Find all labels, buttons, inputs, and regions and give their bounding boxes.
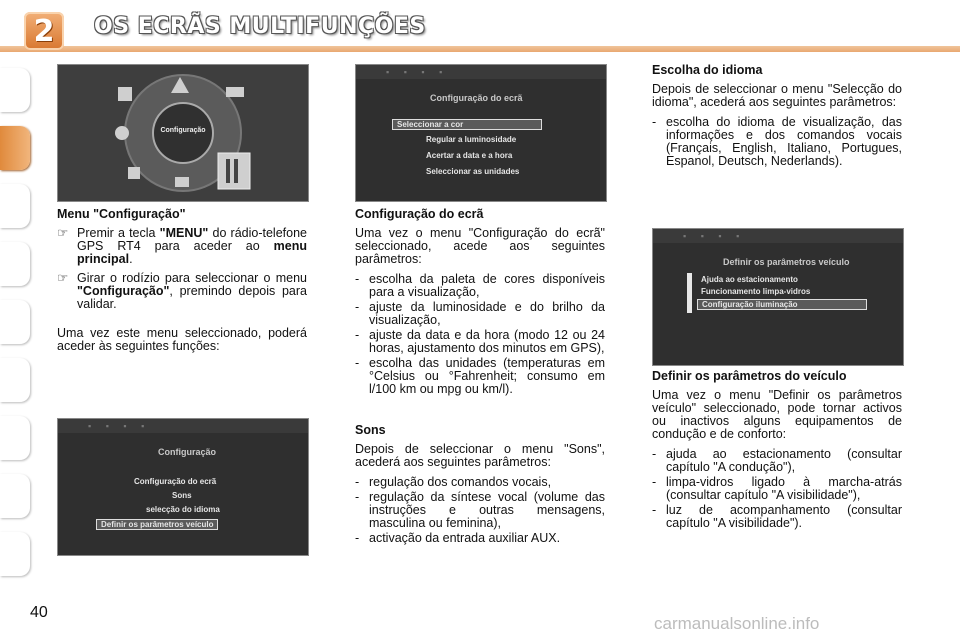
side-tab	[0, 358, 30, 402]
instruction-item	[57, 227, 307, 266]
side-tab-active	[0, 126, 30, 170]
vehicle-params-item-selected: Configuração iluminação	[697, 299, 867, 310]
language-intro: Depois de seleccionar o menu "Selecção do idioma", acederá aos seguintes parâmetros:	[652, 82, 902, 109]
column-1	[57, 208, 307, 360]
list-item: - regulação da síntese vocal (volume das instruções e outras mensagens, masculina ou feminina),	[355, 490, 605, 530]
column-3-lower	[652, 370, 902, 538]
vehicle-params-screenshot	[652, 228, 904, 366]
side-tabs	[0, 60, 36, 580]
screen-config-intro: Uma vez o menu "Configuração do ecrã" seleccionado, acede aos seguintes parâmetros:	[355, 226, 605, 266]
side-tab	[0, 532, 30, 576]
language-heading: Escolha do idioma	[652, 63, 763, 77]
vehicle-params-title: Definir os parâmetros veículo	[723, 257, 850, 267]
pointing-hand-icon: ☞	[57, 271, 69, 285]
side-tab	[0, 474, 30, 518]
menu-principal-label: menu principal	[77, 239, 307, 266]
instruction-text: , premindo depois para validar.	[77, 284, 307, 311]
list-item: - limpa-vidros ligado à marcha-atrás (consultar capítulo "A visibilidade"),	[652, 475, 902, 502]
scrollbar	[687, 273, 692, 313]
watermark: carmanualsonline.info	[654, 614, 820, 633]
list-item: - ajuste da luminosidade e do brilho da visualização,	[355, 300, 605, 327]
sons-heading: Sons	[355, 423, 386, 437]
sons-list	[355, 476, 605, 545]
radio-icon	[118, 87, 132, 101]
vehicle-params-list	[652, 448, 902, 530]
list-item: - ajuda ao estacionamento (consultar capítulo "A condução"),	[652, 447, 902, 474]
vehicle-params-intro: Uma vez o menu "Definir os parâmetros veículo" seleccionado, pode tornar activos ou inactivos alguns equipamentos de condução e de conforto:	[652, 388, 902, 441]
config-menu-item: selecção do idioma	[146, 505, 220, 514]
config-menu-item: Configuração do ecrã	[134, 477, 217, 486]
config-menu-item: Sons	[172, 491, 192, 500]
screen-config-heading: Configuração do ecrã	[355, 207, 484, 221]
screen-config-list	[355, 273, 605, 396]
list-item: - escolha do idioma de visualização, das informações e dos comandos vocais (Français, English, Italiano, Portugues, Espanol, Deutsch, Nederlands).	[652, 115, 902, 168]
side-tab	[0, 68, 30, 112]
sons-intro: Depois de seleccionar o menu "Sons", acederá aos seguintes parâmetros:	[355, 442, 605, 469]
chapter-title: OS ECRÃS MULTIFUNÇÕES	[94, 14, 426, 39]
page-number: 40	[30, 604, 48, 621]
list-item: - ajuste da data e da hora (modo 12 ou 24 horas, ajustamento dos minutos em GPS),	[355, 328, 605, 355]
screen-config-item-selected: Seleccionar a cor	[392, 119, 542, 130]
status-line: ▪ ▪ ▪ ▪	[58, 419, 308, 433]
tools-icon	[128, 167, 140, 179]
config-menu-label: "Configuração"	[77, 284, 170, 298]
list-item: - regulação dos comandos vocais,	[355, 475, 552, 489]
side-tab	[0, 242, 30, 286]
config-menu-item-selected: Definir os parâmetros veículo	[96, 519, 218, 530]
list-item: - activação da entrada auxiliar AUX.	[355, 531, 561, 545]
side-tab	[0, 300, 30, 344]
list-item: - luz de acompanhamento (consultar capítulo "A visibilidade").	[652, 503, 902, 530]
list-item: - escolha da paleta de cores disponíveis para a visualização,	[355, 272, 605, 299]
vehicle-params-item: Ajuda ao estacionamento	[701, 275, 798, 284]
config-menu-screenshot	[57, 418, 309, 556]
car-icon	[226, 87, 244, 97]
side-tab	[0, 416, 30, 460]
column-3	[652, 64, 902, 176]
key-menu: "MENU"	[159, 226, 209, 240]
screen-config-title: Configuração do ecrã	[430, 93, 523, 103]
menu-config-heading: Menu "Configuração"	[57, 207, 186, 221]
chapter-number: 2	[33, 13, 55, 49]
header-stripe	[0, 46, 960, 52]
phone-icon	[175, 177, 189, 187]
config-menu-title: Configuração	[158, 447, 217, 457]
intro-paragraph: Uma vez este menu seleccionado, poderá aceder às seguintes funções:	[57, 326, 307, 353]
screen-config-item: Acertar a data e a hora	[426, 151, 513, 160]
screen-config-item: Regular a luminosidade	[426, 135, 517, 144]
list-item: - escolha das unidades (temperaturas em °Celsius ou °Fahrenheit; consumo em l/100 km ou mpg ou km/l).	[355, 356, 605, 396]
screen-config-screenshot	[355, 64, 607, 202]
instruction-text: do rádio-telefone GPS RT4 para aceder ao	[77, 226, 307, 253]
instruction-text: Girar o rodízio para seleccionar o menu	[77, 271, 307, 285]
column-2	[355, 208, 605, 553]
main-menu-screenshot	[57, 64, 309, 202]
instruction-text: Premir a tecla	[77, 226, 160, 240]
wheel-center-label: Configuração	[160, 127, 206, 134]
instruction-list	[57, 227, 307, 311]
vehicle-params-heading: Definir os parâmetros do veículo	[652, 369, 847, 383]
status-line: ▪ ▪ ▪ ▪	[653, 229, 903, 243]
chapter-badge	[24, 12, 64, 50]
pointing-hand-icon: ☞	[57, 226, 69, 240]
vehicle-params-item: Funcionamento limpa-vidros	[701, 287, 811, 296]
screen-config-item: Seleccionar as unidades	[426, 167, 520, 176]
instruction-item	[57, 272, 307, 311]
language-list	[652, 116, 902, 168]
instruction-text: .	[129, 252, 133, 266]
status-line: ▪ ▪ ▪ ▪	[356, 65, 606, 79]
side-tab	[0, 184, 30, 228]
compass-icon	[115, 126, 129, 140]
